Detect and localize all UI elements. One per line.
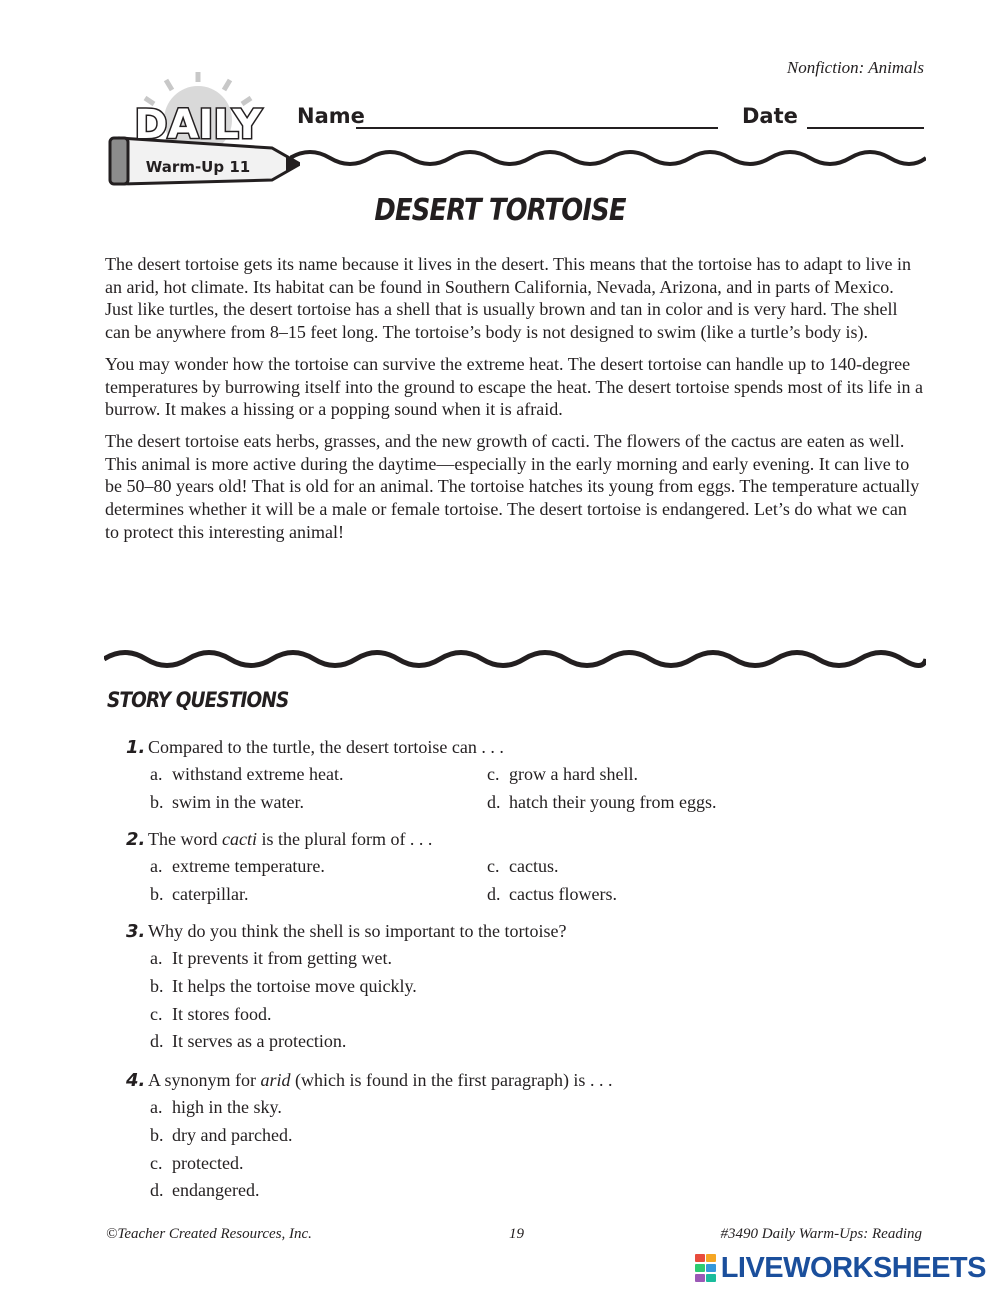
question-4 xyxy=(126,1066,886,1205)
option-text: caterpillar. xyxy=(172,884,249,905)
option-letter: c. xyxy=(487,856,500,877)
date-field[interactable] xyxy=(807,127,924,129)
answer-option[interactable] xyxy=(487,881,787,909)
answer-option[interactable] xyxy=(150,1177,750,1205)
option-text: extreme temperature. xyxy=(172,856,325,877)
category-label: Nonfiction: Animals xyxy=(786,58,924,77)
reading-passage xyxy=(105,253,925,552)
option-letter: d. xyxy=(487,792,501,813)
option-letter: d. xyxy=(487,884,501,905)
option-text: cactus flowers. xyxy=(509,884,617,905)
question-stem: Why do you think the shell is so important to the tortoise? xyxy=(148,920,567,941)
liveworksheets-watermark[interactable] xyxy=(695,1251,986,1285)
answer-option[interactable] xyxy=(150,945,750,973)
option-letter: a. xyxy=(150,948,163,969)
wave-divider-middle xyxy=(104,644,926,674)
option-text: endangered. xyxy=(172,1180,260,1201)
question-number: 2. xyxy=(126,828,146,850)
answer-option[interactable] xyxy=(150,1094,750,1122)
option-text: It prevents it from getting wet. xyxy=(172,948,392,969)
question-stem: Compared to the turtle, the desert tortoise can . . . xyxy=(148,736,504,757)
footer-copyright: ©Teacher Created Resources, Inc. xyxy=(106,1226,312,1242)
questions-heading: STORY QUESTIONS xyxy=(107,688,289,712)
option-letter: b. xyxy=(150,1125,164,1146)
option-letter: a. xyxy=(150,856,163,877)
option-text: grow a hard shell. xyxy=(509,764,638,785)
answer-option[interactable] xyxy=(150,789,487,817)
name-label: Name xyxy=(297,104,365,128)
option-text: It stores food. xyxy=(172,1003,272,1024)
option-text: hatch their young from eggs. xyxy=(509,792,717,813)
option-letter: b. xyxy=(150,792,164,813)
answer-option[interactable] xyxy=(487,761,787,789)
question-number: 4. xyxy=(126,1069,146,1091)
liveworksheets-logo-icon xyxy=(695,1254,717,1282)
question-1 xyxy=(126,733,886,816)
answer-option[interactable] xyxy=(150,761,487,789)
question-3 xyxy=(126,917,886,1056)
daily-warmup-logo xyxy=(100,68,300,188)
option-letter: a. xyxy=(150,1097,163,1118)
passage-paragraph: You may wonder how the tortoise can survive the extreme heat. The desert tortoise can handle up to 140-degree temperatures by burrowing itself into the ground to escape the heat. The desert tortoise spends most of its life in a burrow. It makes a hissing or a popping sound when it is afraid. xyxy=(105,353,923,420)
option-letter: b. xyxy=(150,976,164,997)
logo-subtitle: Warm-Up 11 xyxy=(145,158,251,176)
footer-page-number: 19 xyxy=(509,1226,524,1242)
answer-option[interactable] xyxy=(150,1122,750,1150)
option-text: protected. xyxy=(172,1152,244,1173)
option-text: cactus. xyxy=(509,856,559,877)
answer-option[interactable] xyxy=(150,881,487,909)
wave-divider-top xyxy=(290,146,926,170)
option-text: It serves as a protection. xyxy=(172,1031,347,1052)
answer-option[interactable] xyxy=(150,853,487,881)
logo-word: DAILY xyxy=(134,102,262,148)
option-letter: a. xyxy=(150,764,163,785)
answer-option[interactable] xyxy=(150,1149,750,1177)
question-number: 1. xyxy=(126,736,146,758)
option-text: high in the sky. xyxy=(172,1097,282,1118)
passage-paragraph: The desert tortoise eats herbs, grasses, and the new growth of cacti. The flowers of the cactus are eaten as well. This animal is more active during the daytime—especially in the early morning and early evening. It can live to be 50–80 years old! That is old for an animal. The tortoise hatches its young from eggs. The temperature actually determines whether it will be a male or female tortoise. The desert tortoise is endangered. Let’s do what we can to protect this interesting animal! xyxy=(105,430,920,542)
answer-option[interactable] xyxy=(487,853,787,881)
option-letter: c. xyxy=(150,1152,163,1173)
option-text: dry and parched. xyxy=(172,1125,293,1146)
option-letter: c. xyxy=(487,764,500,785)
option-text: It helps the tortoise move quickly. xyxy=(172,976,417,997)
option-text: swim in the water. xyxy=(172,792,304,813)
answer-option[interactable] xyxy=(150,1028,750,1056)
answer-option[interactable] xyxy=(487,789,787,817)
passage-paragraph: The desert tortoise gets its name because it lives in the desert. This means that the tortoise has to adapt to live in an arid, hot climate. Its habitat can be found in Southern California, Nevada, Arizona, and in parts of Mexico. Just like turtles, the desert tortoise has a shell that is usually brown and tan in color and is very hard. The shell can be anywhere from 8–15 feet long. The tortoise’s body is not designed to swim (like a turtle’s body is). xyxy=(105,254,911,343)
answer-option[interactable] xyxy=(150,1000,750,1028)
watermark-text: LIVEWORKSHEETS xyxy=(720,1251,986,1284)
option-letter: d. xyxy=(150,1031,164,1052)
option-letter: b. xyxy=(150,884,164,905)
question-stem: The word cacti is the plural form of . . . xyxy=(148,828,433,849)
question-2 xyxy=(126,825,886,908)
question-number: 3. xyxy=(126,920,146,942)
option-text: withstand extreme heat. xyxy=(172,764,344,785)
option-letter: d. xyxy=(150,1180,164,1201)
footer-book-title: #3490 Daily Warm-Ups: Reading xyxy=(720,1226,922,1242)
date-label: Date xyxy=(742,104,798,128)
page-title: DESERT TORTOISE xyxy=(374,193,626,228)
answer-option[interactable] xyxy=(150,973,750,1001)
name-field[interactable] xyxy=(356,127,718,129)
option-letter: c. xyxy=(150,1003,163,1024)
question-stem: A synonym for arid (which is found in the first paragraph) is . . . xyxy=(148,1069,613,1090)
